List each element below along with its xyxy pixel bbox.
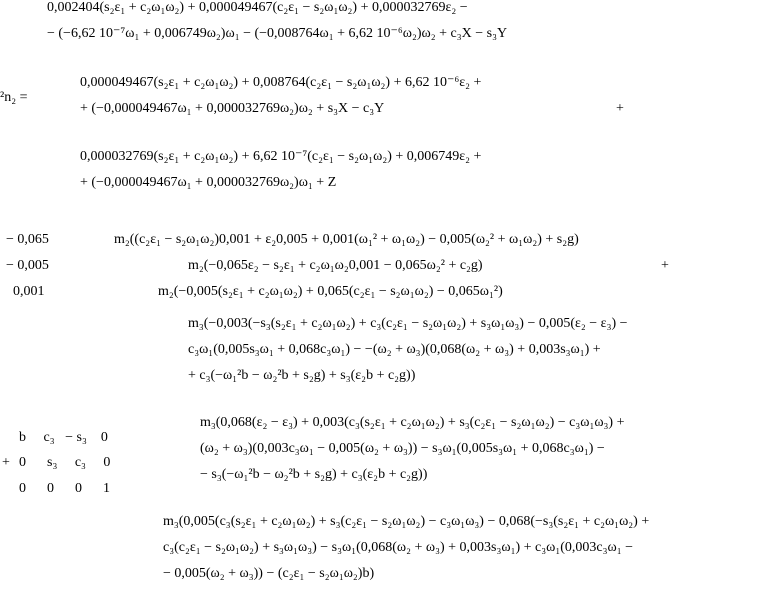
plus-sign: +	[2, 455, 10, 470]
equation-line-13: m₃(0,068(ε₂ − ε₃) + 0,003(c₃(s₂ε₁ + c₂ω₁ω₂) + s₃(c₂ε₁ − s₂ω₁ω₂) − c₃ω₁ω₃) +	[200, 415, 625, 430]
equation-line-11: c₃ω₁(0,005s₃ω₁ + 0,068c₃ω₁) − −(ω₂ + ω₃)(0,068(ω₂ + ω₃) + 0,003s₃ω₁) +	[188, 342, 601, 357]
equation-line-10: m₃(−0,003(−s₃(s₂ε₁ + c₂ω₁ω₂) + c₃(c₂ε₁ − s₂ω₁ω₂) + s₃ω₁ω₃) − 0,005(ε₂ − ε₃) −	[188, 316, 628, 331]
vector-entry-1: − 0,065	[6, 232, 49, 247]
equation-line-5: 0,000032769(s₂ε₁ + c₂ω₁ω₂) + 6,62 10⁻⁷(c₂ε₁ − s₂ω₁ω₂) + 0,006749ε₂ +	[80, 149, 482, 164]
equation-line-15: − s₃(−ω₁²b − ω₂²b + s₂g) + c₃(ε₂b + c₂g))	[200, 467, 428, 482]
equation-line-7: m₂((c₂ε₁ − s₂ω₁ω₂)0,001 + ε₂0,005 + 0,001(ω₁² + ω₁ω₂) − 0,005(ω₂² + ω₁ω₂) + s₂g)	[114, 232, 579, 247]
equation-line-6: + (−0,000049467ω₁ + 0,000032769ω₂)ω₁ + Z	[80, 175, 337, 190]
matrix-row-2: 0 s₃ c₃ 0	[19, 455, 111, 470]
matrix-row-3: 0 0 0 1	[19, 481, 110, 496]
equation-line-1: 0,002404(s₂ε₁ + c₂ω₁ω₂) + 0,000049467(c₂ε₁ − s₂ω₁ω₂) + 0,000032769ε₂ −	[47, 0, 468, 15]
vector-entry-3: 0,001	[13, 284, 45, 299]
equation-line-8: m₂(−0,065ε₂ − s₂ε₁ + c₂ω₁ω₂0,001 − 0,065ω₂² + c₂g)	[188, 258, 483, 273]
equation-line-12: + c₃(−ω₁²b − ω₂²b + s₂g) + s₃(ε₂b + c₂g))	[188, 368, 416, 383]
equation-line-9: m₂(−0,005(s₂ε₁ + c₂ω₁ω₂) + 0,065(c₂ε₁ − s₂ω₁ω₂) − 0,065ω₁²)	[158, 284, 503, 299]
matrix-row-1: b c₃ − s₃ 0	[19, 430, 108, 445]
equation-lhs-label: ²n₂ =	[0, 90, 28, 105]
plus-sign: +	[616, 101, 624, 116]
vector-entry-2: − 0,005	[6, 258, 49, 273]
equation-line-17: c₃(c₂ε₁ − s₂ω₁ω₂) + s₃ω₁ω₃) − s₃ω₁(0,068(ω₂ + ω₃) + 0,003s₃ω₁) + c₃ω₁(0,003c₃ω₁ −	[163, 540, 633, 555]
equation-line-3: 0,000049467(s₂ε₁ + c₂ω₁ω₂) + 0,008764(c₂ε₁ − s₂ω₁ω₂) + 6,62 10⁻⁶ε₂ +	[80, 75, 482, 90]
plus-sign: +	[661, 258, 669, 273]
equation-line-2: − (−6,62 10⁻⁷ω₁ + 0,006749ω₂)ω₁ − (−0,008764ω₁ + 6,62 10⁻⁶ω₂)ω₂ + c₃X − s₃Y	[47, 26, 508, 41]
equation-line-16: m₃(0,005(c₃(s₂ε₁ + c₂ω₁ω₂) + s₃(c₂ε₁ − s₂ω₁ω₂) − c₃ω₁ω₃) − 0,068(−s₃(s₂ε₁ + c₂ω₁ω₂) +	[163, 514, 650, 529]
equation-line-4: + (−0,000049467ω₁ + 0,000032769ω₂)ω₂ + s₃X − c₃Y	[80, 101, 385, 116]
equation-line-18: − 0,005(ω₂ + ω₃)) − (c₂ε₁ − s₂ω₁ω₂)b)	[163, 566, 375, 581]
equation-line-14: (ω₂ + ω₃)(0,003c₃ω₁ − 0,005(ω₂ + ω₃)) − s₃ω₁(0,005s₃ω₁ + 0,068c₃ω₁) −	[200, 441, 605, 456]
